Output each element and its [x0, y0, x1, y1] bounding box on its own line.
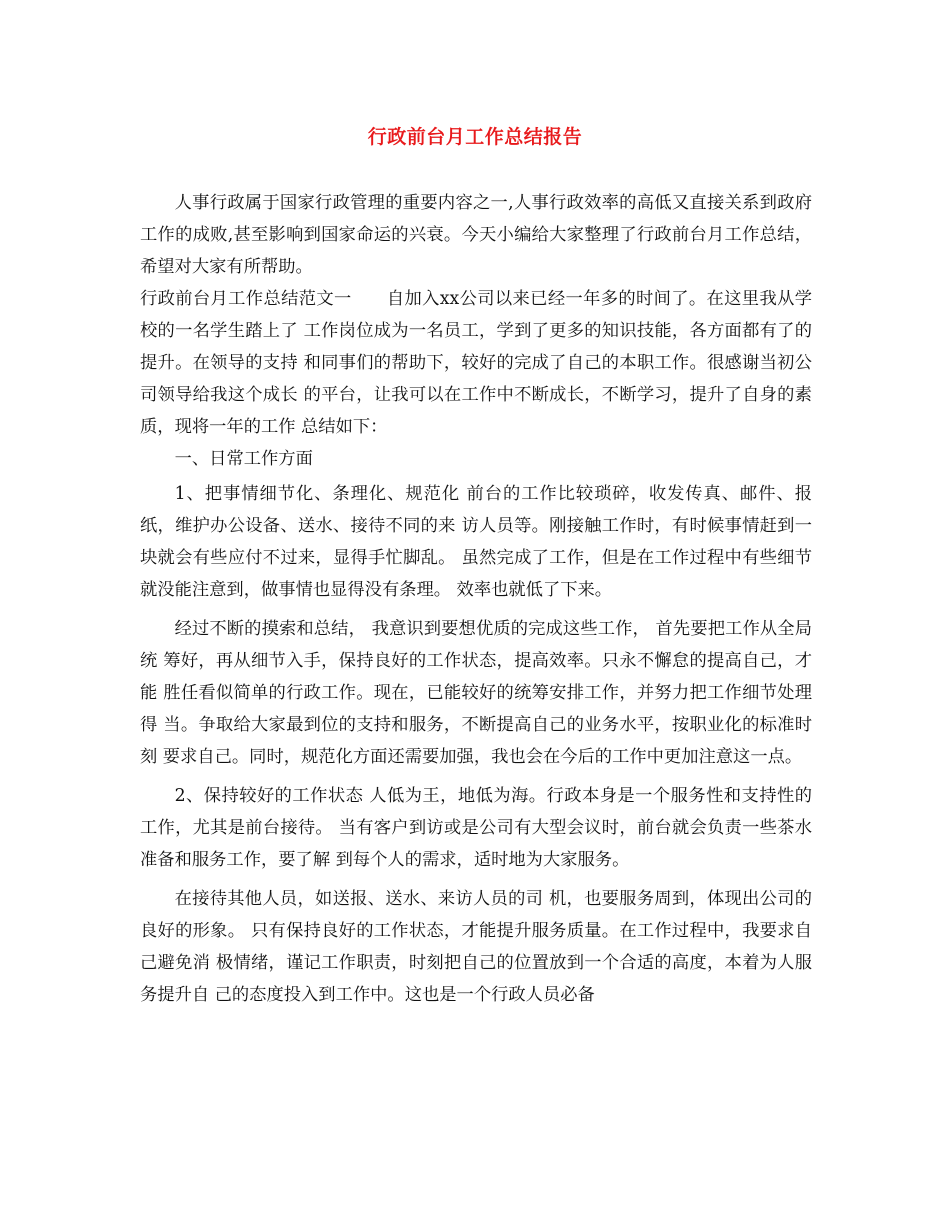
summary-paragraph: 经过不断的摸索和总结， 我意识到要想优质的完成这些工作， 首先要把工作从全局统 筹好，再从细节入手，保持良好的工作状态，提高效率。只永不懈怠的提高自己，才能 胜任看似简单的行政工作。现在，已能较好的统筹安排工作，并努力把工作细节处理得 当。争取给大家最到位的支持和服务，不断提高自己的业务水平，按职业化的标准时刻 要求自己。同时，规范化方面还需要加强，我也会在今后的工作中更加注意这一点。	[140, 619, 812, 767]
section-heading-daily-work: 一、日常工作方面	[174, 449, 313, 469]
item-1-paragraph: 1、把事情细节化、条理化、规范化 前台的工作比较琐碎，收发传真、邮件、报纸，维护办公设备、送水、接待不同的来 访人员等。刚接触工作时，有时候事情赶到一块就会有些应付不过来，显得手忙脚乱。 虽然完成了工作，但是在工作过程中有些细节就没能注意到，做事情也显得没有条理。 效率也就低了下来。	[140, 484, 812, 600]
item-2-paragraph: 2、保持较好的工作状态 人低为王，地低为海。行政本身是一个服务性和支持性的工作，尤其是前台接待。 当有客户到访或是公司有大型会议时，前台就会负责一些茶水准备和服务工作，要了解 到每个人的需求，适时地为大家服务。	[140, 786, 812, 870]
document-body	[140, 187, 812, 1011]
intro-paragraph: 人事行政属于国家行政管理的重要内容之一,人事行政效率的高低又直接关系到政府工作的成败,甚至影响到国家命运的兴衰。今天小编给大家整理了行政前台月工作总结，希望对大家有所帮助。	[140, 193, 812, 277]
reception-paragraph: 在接待其他人员，如送报、送水、来访人员的司 机，也要服务周到，体现出公司的良好的形象。 只有保持良好的工作状态，才能提升服务质量。在工作过程中，我要求自己避免消 极情绪，谨记工作职责，时刻把自己的位置放到一个合适的高度，本着为人服务提升自 己的态度投入到工作中。这也是一个行政人员必备	[140, 889, 812, 1005]
sample-one-paragraph: 行政前台月工作总结范文一 自加入xx公司以来已经一年多的时间了。在这里我从学校的一名学生踏上了 工作岗位成为一名员工，学到了更多的知识技能，各方面都有了的提升。在领导的支持 和同事们的帮助下，较好的完成了自己的本职工作。很感谢当初公司领导给我这个成长 的平台，让我可以在工作中不断成长，不断学习，提升了自身的素质，现将一年的工作 总结如下：	[140, 289, 812, 437]
document-title: 行政前台月工作总结报告	[367, 126, 583, 148]
